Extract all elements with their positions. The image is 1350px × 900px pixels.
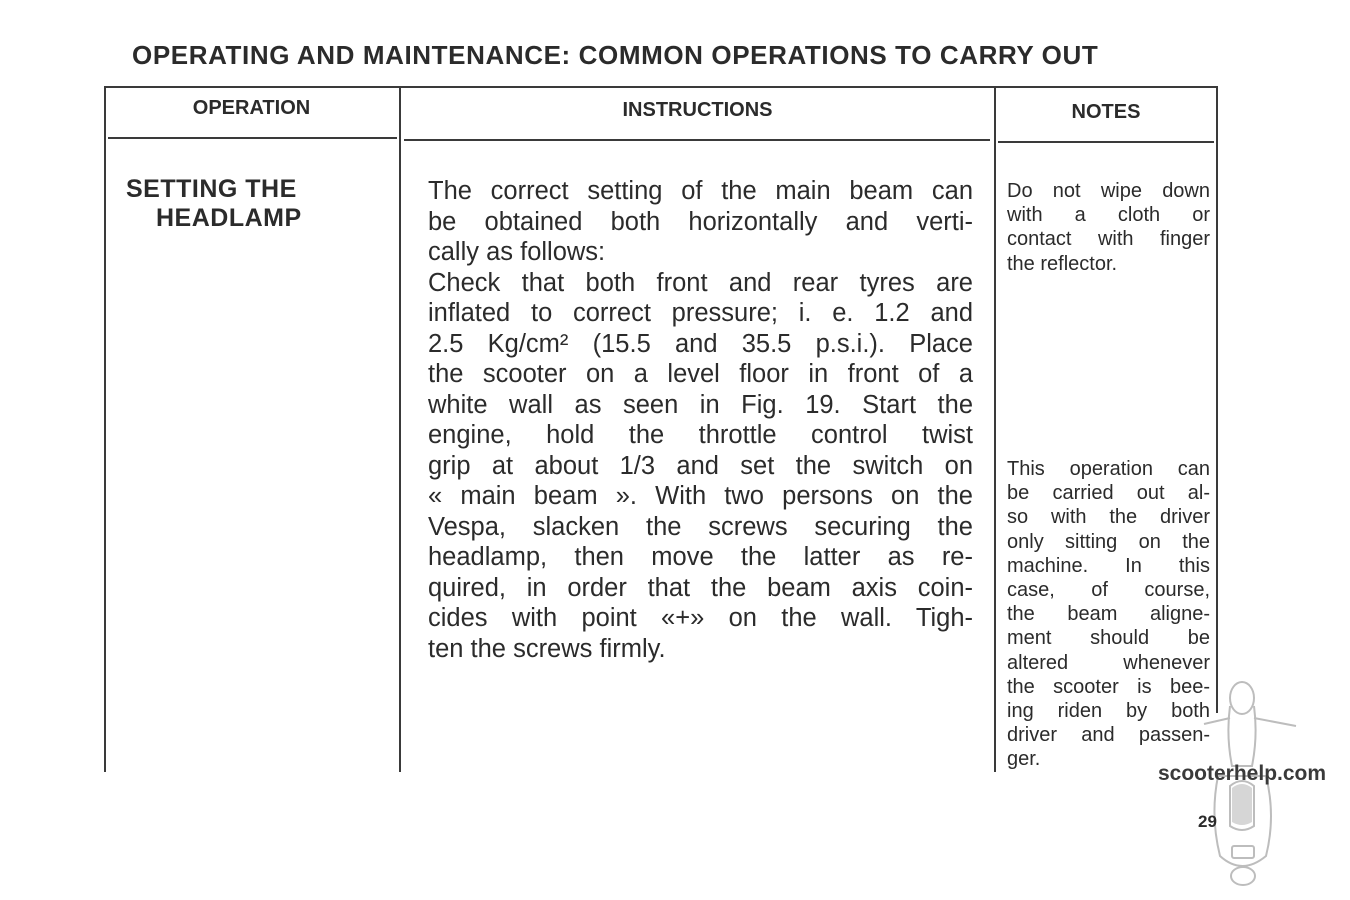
instruction-line: The correct setting of the main beam can: [428, 177, 973, 205]
instruction-line: 2.5 Kg/cm² (15.5 and 35.5 p.s.i.). Place: [428, 329, 973, 358]
operation-line: HEADLAMP: [156, 204, 302, 232]
note-line: the reflector.: [1007, 252, 1118, 275]
note-line: so with the driver: [1007, 506, 1210, 529]
note-line: with a cloth or: [1007, 204, 1210, 227]
column-divider-1: [399, 88, 401, 772]
page-number: 29: [1198, 812, 1217, 831]
instruction-line: « main beam ». With two persons on the: [428, 482, 973, 510]
instruction-line: quired, in order that the beam axis coin-: [428, 573, 973, 602]
instruction-line: inflated to correct pressure; i. e. 1.2 and: [428, 299, 973, 327]
note-line: the beam aligne-: [1007, 603, 1210, 626]
header-notes: NOTES: [1071, 101, 1141, 123]
note-reflector: [1007, 179, 1210, 276]
header-instructions: INSTRUCTIONS: [622, 99, 773, 121]
header-rule-instructions: [404, 139, 990, 141]
instruction-line: ten the screws firmly.: [428, 634, 666, 663]
instruction-line: engine, hold the throttle control twist: [428, 421, 973, 449]
note-line: the scooter is bee-: [1007, 675, 1210, 698]
instructions-cell: [428, 176, 973, 664]
operation-cell: [126, 175, 302, 233]
note-line: machine. In this: [1007, 554, 1210, 577]
instruction-line: grip at about 1/3 and set the switch on: [428, 451, 973, 480]
table-left-border: [104, 88, 106, 772]
note-line: driver and passen-: [1007, 724, 1210, 747]
page-title: OPERATING AND MAINTENANCE: COMMON OPERATIONS TO CARRY OUT: [132, 40, 1099, 70]
note-line: Do not wipe down: [1007, 180, 1210, 202]
header-rule-operation: [108, 137, 397, 139]
header-rule-notes: [998, 141, 1214, 143]
watermark-text: scooterhelp.com: [1158, 762, 1327, 785]
note-line: be carried out al-: [1007, 482, 1210, 505]
instruction-line: white wall as seen in Fig. 19. Start the: [428, 390, 973, 419]
note-line: ing riden by both: [1007, 700, 1210, 723]
instruction-line: Check that both front and rear tyres are: [428, 268, 973, 297]
note-line: ment should be: [1007, 627, 1210, 650]
header-operation: OPERATION: [192, 97, 311, 119]
instruction-line: cides with point «+» on the wall. Tigh-: [428, 604, 973, 632]
instruction-line: headlamp, then move the latter as re-: [428, 543, 973, 571]
column-divider-2: [994, 88, 996, 772]
operation-line: SETTING THE: [126, 175, 297, 203]
note-line: contact with finger: [1007, 228, 1210, 251]
instruction-line: Vespa, slacken the screws securing the: [428, 512, 973, 541]
instruction-line: be obtained both horizontally and verti-: [428, 207, 973, 236]
note-driver-only: [1007, 457, 1210, 772]
table-right-border: [1216, 88, 1218, 713]
note-line: This operation can: [1007, 458, 1210, 480]
note-line: altered whenever: [1007, 651, 1210, 674]
note-line: case, of course,: [1007, 579, 1210, 602]
note-line: ger.: [1007, 748, 1041, 771]
title-rule: [104, 86, 1218, 88]
instruction-line: cally as follows:: [428, 238, 606, 266]
note-line: only sitting on the: [1007, 530, 1210, 553]
instruction-line: the scooter on a level floor in front of a: [428, 360, 973, 388]
